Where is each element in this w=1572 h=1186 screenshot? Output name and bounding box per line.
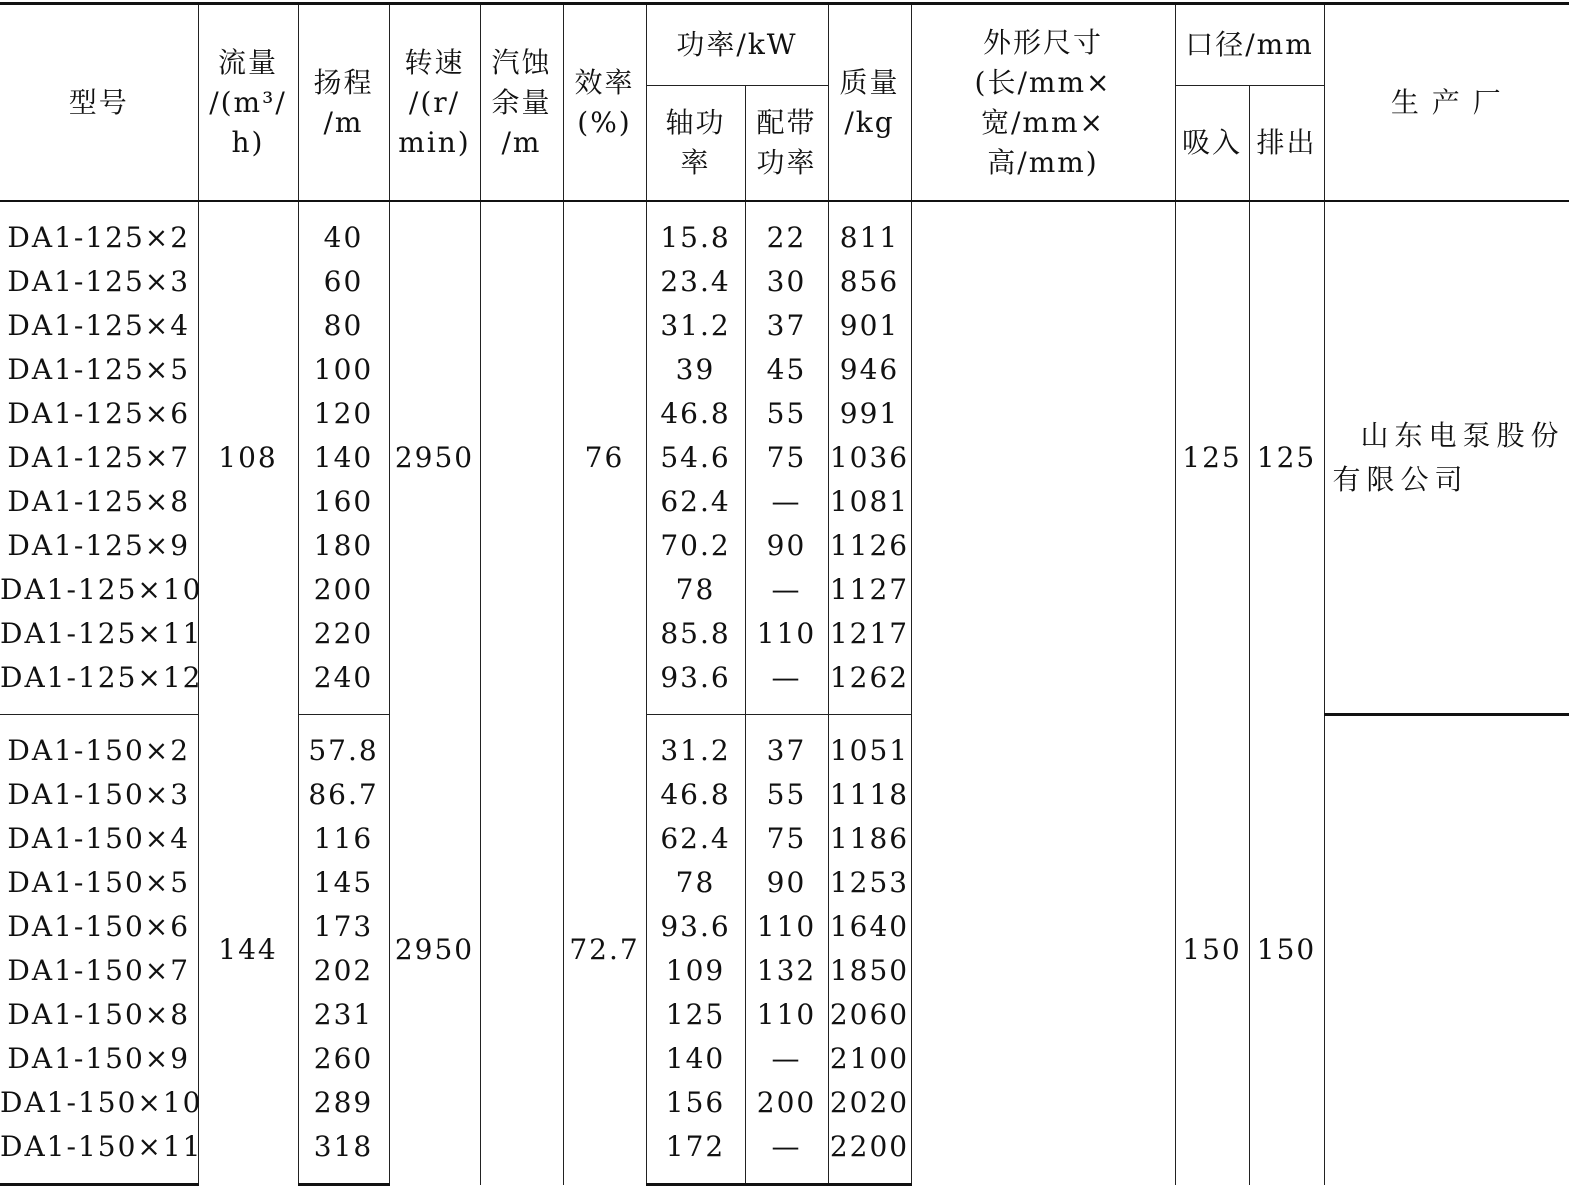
cell-head: 180 (298, 524, 389, 568)
cell-mass: 2100 (828, 1037, 911, 1081)
cell-head: 220 (298, 612, 389, 656)
cell-motor-power: 132 (745, 949, 828, 993)
cell-head: 57.8 (298, 715, 389, 774)
cell-shaft-power: 70.2 (646, 524, 745, 568)
cell-mass: 1081 (828, 480, 911, 524)
cell-mass: 1253 (828, 861, 911, 905)
header-efficiency: 效率 (%) (563, 4, 646, 202)
cell-motor-power: — (745, 1037, 828, 1081)
cell-mass: 901 (828, 304, 911, 348)
cell-head: 240 (298, 656, 389, 715)
header-motor-power: 配带 功率 (745, 86, 828, 202)
cell-model: DA1-125×9 (0, 524, 198, 568)
cell-head: 173 (298, 905, 389, 949)
header-discharge: 排出 (1249, 86, 1324, 202)
pump-group-2 (0, 715, 1569, 1185)
cell-motor-power: 200 (745, 1081, 828, 1125)
cell-head: 318 (298, 1125, 389, 1185)
cell-model: DA1-125×3 (0, 260, 198, 304)
cell-shaft-power: 140 (646, 1037, 745, 1081)
cell-discharge: 125 (1249, 201, 1324, 715)
cell-head: 100 (298, 348, 389, 392)
cell-shaft-power: 125 (646, 993, 745, 1037)
cell-model: DA1-150×3 (0, 773, 198, 817)
cell-mass: 811 (828, 201, 911, 260)
cell-head: 140 (298, 436, 389, 480)
cell-speed: 2950 (389, 715, 480, 1185)
cell-head: 231 (298, 993, 389, 1037)
cell-model: DA1-150×7 (0, 949, 198, 993)
cell-head: 60 (298, 260, 389, 304)
cell-motor-power: — (745, 568, 828, 612)
cell-motor-power: 90 (745, 524, 828, 568)
cell-motor-power: 75 (745, 817, 828, 861)
cell-dimensions (911, 715, 1175, 1185)
table-row (0, 201, 1569, 260)
cell-mass: 991 (828, 392, 911, 436)
cell-maker (1324, 201, 1569, 715)
header-speed: 转速 /(r/ min) (389, 4, 480, 202)
cell-motor-power: — (745, 1125, 828, 1185)
header-npsh: 汽蚀 余量 /m (480, 4, 563, 202)
cell-motor-power: 110 (745, 612, 828, 656)
cell-model: DA1-125×2 (0, 201, 198, 260)
cell-discharge: 150 (1249, 715, 1324, 1185)
cell-model: DA1-150×4 (0, 817, 198, 861)
cell-model: DA1-125×5 (0, 348, 198, 392)
pump-spec-table (0, 2, 1569, 1186)
cell-head: 40 (298, 201, 389, 260)
cell-motor-power: 110 (745, 993, 828, 1037)
cell-head: 202 (298, 949, 389, 993)
cell-shaft-power: 156 (646, 1081, 745, 1125)
header-flow: 流量 /(m³/ h) (198, 4, 298, 202)
cell-motor-power: 37 (745, 715, 828, 774)
header-mass: 质量 /kg (828, 4, 911, 202)
cell-mass: 2060 (828, 993, 911, 1037)
cell-head: 260 (298, 1037, 389, 1081)
cell-shaft-power: 31.2 (646, 304, 745, 348)
header-suction: 吸入 (1175, 86, 1249, 202)
cell-npsh (480, 201, 563, 715)
cell-model: DA1-125×12 (0, 656, 198, 715)
cell-mass: 1051 (828, 715, 911, 774)
header-model: 型号 (0, 4, 198, 202)
cell-flow: 108 (198, 201, 298, 715)
cell-shaft-power: 172 (646, 1125, 745, 1185)
cell-mass: 1118 (828, 773, 911, 817)
cell-shaft-power: 93.6 (646, 905, 745, 949)
cell-shaft-power: 62.4 (646, 817, 745, 861)
cell-npsh (480, 715, 563, 1185)
cell-model: DA1-125×4 (0, 304, 198, 348)
cell-mass: 2200 (828, 1125, 911, 1185)
cell-mass: 1127 (828, 568, 911, 612)
header-maker: 生 产 厂 (1324, 4, 1569, 202)
cell-suction: 125 (1175, 201, 1249, 715)
cell-motor-power: 45 (745, 348, 828, 392)
cell-efficiency: 72.7 (563, 715, 646, 1185)
header-shaft-power: 轴功 率 (646, 86, 745, 202)
cell-model: DA1-125×11 (0, 612, 198, 656)
cell-motor-power: — (745, 656, 828, 715)
cell-model: DA1-150×5 (0, 861, 198, 905)
cell-model: DA1-150×8 (0, 993, 198, 1037)
maker-name: 山东电泵股份有限公司 (1332, 418, 1565, 496)
cell-mass: 1850 (828, 949, 911, 993)
cell-mass: 1036 (828, 436, 911, 480)
cell-motor-power: — (745, 480, 828, 524)
header-bore: 口径/mm (1175, 4, 1324, 86)
cell-shaft-power: 46.8 (646, 392, 745, 436)
cell-mass: 1262 (828, 656, 911, 715)
cell-shaft-power: 62.4 (646, 480, 745, 524)
cell-suction: 150 (1175, 715, 1249, 1185)
cell-speed: 2950 (389, 201, 480, 715)
cell-shaft-power: 54.6 (646, 436, 745, 480)
cell-efficiency: 76 (563, 201, 646, 715)
cell-model: DA1-125×8 (0, 480, 198, 524)
cell-flow: 144 (198, 715, 298, 1185)
cell-model: DA1-150×11 (0, 1125, 198, 1185)
cell-head: 86.7 (298, 773, 389, 817)
cell-motor-power: 90 (745, 861, 828, 905)
cell-shaft-power: 93.6 (646, 656, 745, 715)
table-header (0, 4, 1569, 202)
cell-shaft-power: 23.4 (646, 260, 745, 304)
cell-motor-power: 22 (745, 201, 828, 260)
cell-mass: 856 (828, 260, 911, 304)
cell-head: 145 (298, 861, 389, 905)
cell-model: DA1-150×10 (0, 1081, 198, 1125)
cell-shaft-power: 78 (646, 861, 745, 905)
cell-shaft-power: 31.2 (646, 715, 745, 774)
cell-head: 160 (298, 480, 389, 524)
pump-group-1 (0, 201, 1569, 715)
cell-mass: 2020 (828, 1081, 911, 1125)
cell-shaft-power: 46.8 (646, 773, 745, 817)
table-row (0, 715, 1569, 774)
cell-motor-power: 55 (745, 773, 828, 817)
cell-motor-power: 30 (745, 260, 828, 304)
cell-mass: 1217 (828, 612, 911, 656)
header-power: 功率/kW (646, 4, 828, 86)
cell-model: DA1-125×7 (0, 436, 198, 480)
cell-head: 200 (298, 568, 389, 612)
cell-mass: 1186 (828, 817, 911, 861)
cell-shaft-power: 39 (646, 348, 745, 392)
cell-model: DA1-150×6 (0, 905, 198, 949)
cell-motor-power: 75 (745, 436, 828, 480)
cell-shaft-power: 78 (646, 568, 745, 612)
cell-head: 289 (298, 1081, 389, 1125)
cell-model: DA1-125×10 (0, 568, 198, 612)
cell-motor-power: 37 (745, 304, 828, 348)
cell-head: 120 (298, 392, 389, 436)
cell-motor-power: 55 (745, 392, 828, 436)
cell-shaft-power: 15.8 (646, 201, 745, 260)
cell-dimensions (911, 201, 1175, 715)
cell-head: 80 (298, 304, 389, 348)
header-dimensions: 外形尺寸 (长/mm× 宽/mm× 高/mm) (911, 4, 1175, 202)
cell-mass: 946 (828, 348, 911, 392)
cell-motor-power: 110 (745, 905, 828, 949)
header-head: 扬程 /m (298, 4, 389, 202)
cell-model: DA1-125×6 (0, 392, 198, 436)
cell-model: DA1-150×2 (0, 715, 198, 774)
cell-model: DA1-150×9 (0, 1037, 198, 1081)
cell-shaft-power: 85.8 (646, 612, 745, 656)
cell-shaft-power: 109 (646, 949, 745, 993)
cell-head: 116 (298, 817, 389, 861)
cell-mass: 1640 (828, 905, 911, 949)
cell-mass: 1126 (828, 524, 911, 568)
